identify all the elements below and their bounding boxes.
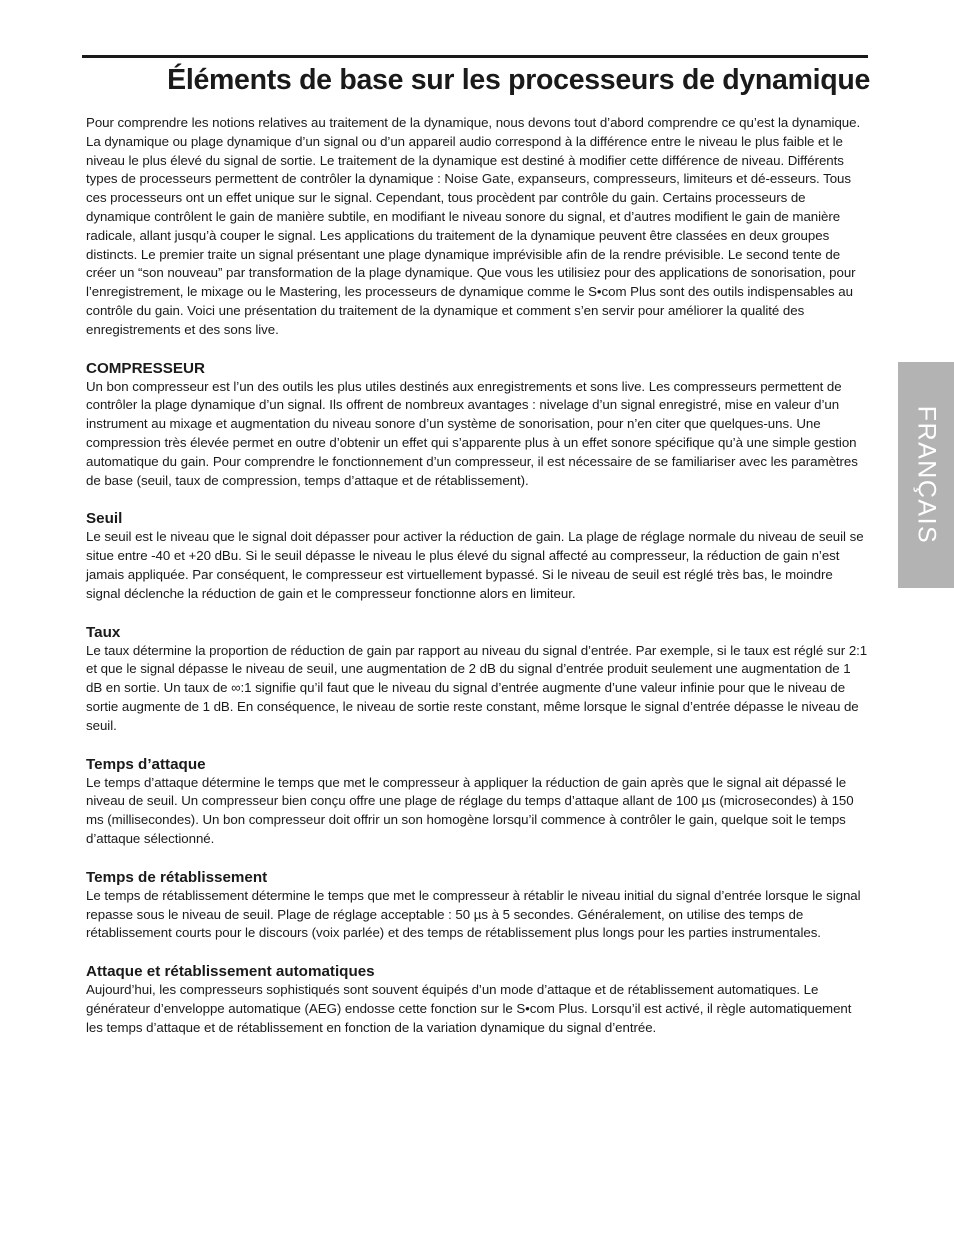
section-attaque-retablissement-auto (86, 962, 869, 1037)
section-text: Le taux détermine la proportion de réduction de gain par rapport au niveau du signal d’entrée. Par exemple, si le taux est réglé sur 2:1 et que le signal dépasse le niveau de seuil, une augmentation de 2 dB du signal d’entrée produit seulement une augmentation de 1 dB en sortie. Un taux de ∞:1 signifie qu’il faut que le niveau du signal d’entrée augmente d’une valeur infinie pour que le niveau de sortie augmente de 1 dB. En conséquence, le niveau de sortie reste constant, même lorsque le signal d’entrée dépasse le niveau de seuil. (86, 642, 868, 733)
section-text: Le seuil est le niveau que le signal doit dépasser pour activer la réduction de gain. La plage de réglage normale du niveau de seuil se situe entre -40 et +20 dBu. Si le seuil dépasse le niveau le plus élevé du signal affecté au compresseur, la réduction de gain n’est jamais appliquée. Par conséquent, le compresseur est virtuellement bypassé. Si le niveau de seuil est réglé très bas, le moindre signal déclenche la réduction de gain et le compresseur fonctionne alors en limiteur. (86, 529, 864, 601)
language-label: FRANÇAIS (912, 405, 941, 545)
section-heading: Seuil (86, 510, 123, 528)
section-heading: Temps de rétablissement (86, 868, 268, 886)
section-heading: Taux (86, 623, 121, 641)
section-heading: COMPRESSEUR (86, 359, 205, 377)
page-title: Éléments de base sur les processeurs de dynamique (167, 64, 870, 96)
section-heading: Temps d’attaque (86, 755, 206, 773)
section-heading: Attaque et rétablissement automatiques (86, 963, 375, 981)
section-seuil (86, 509, 869, 603)
section-text: Un bon compresseur est l’un des outils les plus utiles destinés aux enregistrements et sons live. Les compresseurs permettent de contrôler la plage dynamique d’un signal. Ils offrent de nombreux avantages : nivelage d’un signal enregistré, mise en valeur d’un instrument au mixage et augmentation du niveau sonore d’un système de sonorisation, pour n’en citer que quelques-uns. Une compression très élevée permet en outre d’obtenir un effet qui s’apparente plus à un effet sonore spécifique qu’à une simple gestion automatique du gain. Pour comprendre le fonctionnement d’un compresseur, il est nécessaire de se familiariser avec les paramètres de base (seuil, taux de compression, temps d’attaque et de rétablissement). (86, 378, 858, 488)
title-rule (82, 55, 868, 58)
main-content (86, 114, 869, 1037)
intro-paragraph: Pour comprendre les notions relatives au traitement de la dynamique, nous devons tout d’abord comprendre ce qu’est la dynamique. La dynamique ou plage dynamique d’un signal ou d’un appareil audio correspond à la différence entre le niveau le plus faible et le niveau le plus élevé du signal de sortie. Le traitement de la dynamique est destiné à modifier cette différence de niveau. Différents types de processeurs permettent de contrôler la dynamique : Noise Gate, expanseurs, compresseurs, limiteurs et dé-esseurs. Tous ces processeurs ont un effet unique sur le signal. Cependant, tous procèdent par contrôle du gain. Certains processeurs de dynamique contrôlent le gain de manière subtile, en modifiant le niveau sonore du signal, et d’autres modifient le gain de manière radicale, allant jusqu’à couper le signal. Les applications du traitement de la dynamique peuvent être classées en deux groupes distincts. Le premier traite un signal présentant une plage dynamique imprévisible afin de la rendre prévisible. Le second tente de créer un “son nouveau” par transformation de la plage dynamique. Que vous les utilisiez pour des applications de sonorisation, pour l’enregistrement, le mixage ou le Mastering, les processeurs de dynamique comme le S•com Plus sont des outils indispensables au contrôle du gain. Voici une présentation du traitement de la dynamique et comment s’en servir pour améliorer la qualité des enregistrements et des sons live. (86, 115, 861, 337)
section-text: Aujourd’hui, les compresseurs sophistiqués sont souvent équipés d’un mode d’attaque et de rétablissement automatiques. Le générateur d’enveloppe automatique (AEG) endosse cette fonction sur le S•com Plus. Lorsqu’il est activé, il règle automatiquement les temps d’attaque et de rétablissement en fonction de la variation dynamique du signal d’entrée. (86, 982, 852, 1035)
section-text: Le temps de rétablissement détermine le temps que met le compresseur à rétablir le niveau initial du signal d’entrée lorsque le signal repasse sous le niveau de seuil. Plage de réglage acceptable : 50 µs à 5 secondes. Généralement, on utilise des temps de rétablissement courts pour le discours (voix parlée) et des temps de rétablissement plus longs pour les parties instrumentales. (86, 887, 861, 941)
section-taux (86, 623, 869, 736)
section-compresseur (86, 359, 869, 491)
language-side-tab (898, 362, 954, 588)
section-text: Le temps d’attaque détermine le temps que met le compresseur à appliquer la réduction de gain après que le signal ait dépassé le niveau de seuil. Un compresseur bien conçu offre une plage de réglage du temps d’attaque allant de 100 µs (microsecondes) à 150 ms (millisecondes). Un bon compresseur doit offrir un son homogène lorsqu’il commence à contrôler le gain, quelque soit le temps d’attaque sélectionné. (86, 774, 854, 846)
section-temps-attaque (86, 755, 869, 849)
section-temps-retablissement (86, 868, 869, 943)
